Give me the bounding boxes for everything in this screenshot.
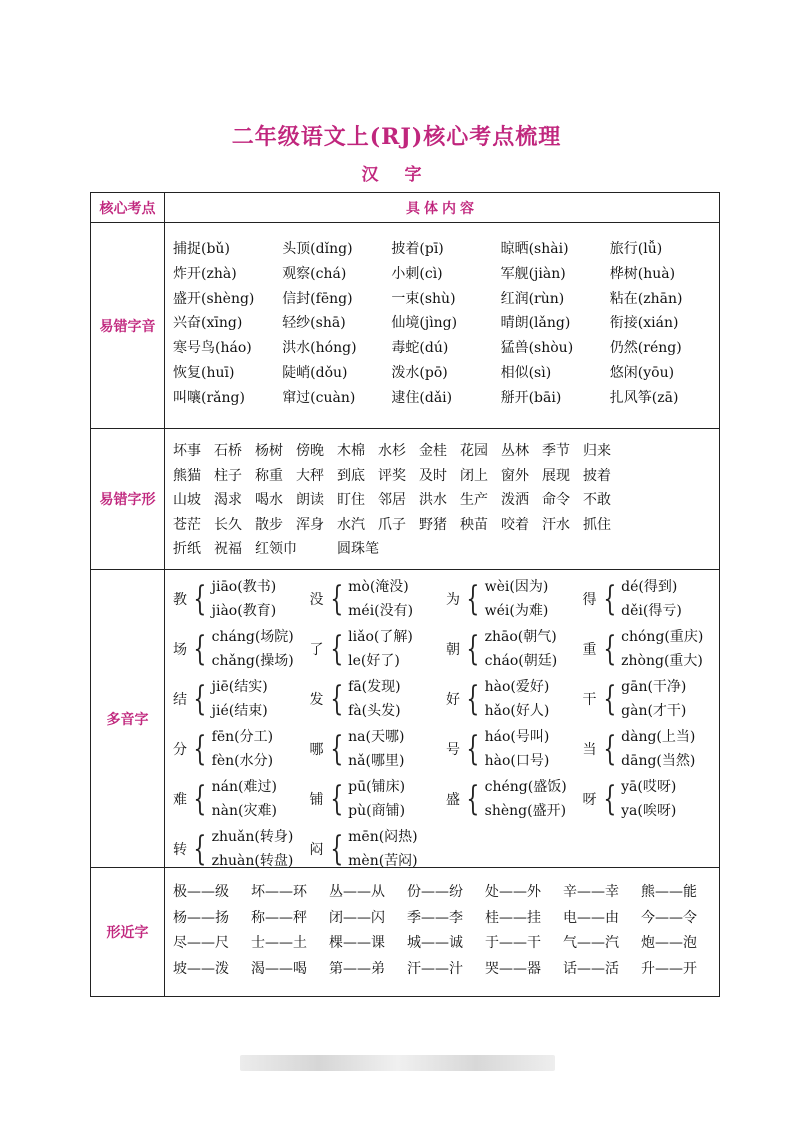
polyphone-char: 结 (173, 691, 187, 708)
polyphone-readings (621, 775, 676, 823)
glyph-word: 散步 (255, 516, 283, 533)
similar-pair: 汗——汁 (407, 960, 463, 977)
reading-1: háo(号叫) (484, 728, 550, 745)
polyphone-entry (446, 674, 583, 723)
polyphone-entry (583, 624, 720, 673)
reading-1: fēn(分工) (211, 728, 274, 745)
similar-pair: 极——级 (173, 884, 229, 900)
header-content: 具体内容 (406, 200, 478, 217)
brace-icon: { (329, 628, 343, 669)
glyph-word: 朗读 (296, 492, 324, 508)
glyph-word: 盯住 (337, 492, 365, 508)
reading-1: chéng(盛饭) (484, 778, 567, 795)
glyph-word: 窗外 (501, 467, 529, 484)
pronunciation-item: 悠闲(yōu) (609, 364, 675, 381)
polyphone-entry (446, 624, 583, 673)
brace-icon: { (602, 728, 616, 769)
glyph-word: 归来 (583, 443, 611, 459)
reading-2: zhuàn(转盘) (211, 852, 294, 869)
glyph-grid (165, 429, 719, 562)
glyph-word: 圆珠笔 (337, 541, 379, 557)
reading-1: gān(干净) (621, 678, 687, 695)
pronunciation-item: 粘在(zhān) (609, 290, 683, 307)
polyphone-readings (348, 775, 405, 823)
similar-pair: 话——活 (563, 960, 619, 977)
polyphone-char: 难 (173, 791, 187, 808)
glyph-word: 评奖 (378, 467, 406, 484)
brace-icon: { (602, 628, 616, 669)
glyph-word: 渴求 (214, 492, 242, 508)
reading-2: le(好了) (348, 652, 400, 669)
pronunciation-item: 轻纱(shā) (282, 315, 346, 332)
similar-pair: 哭——器 (485, 960, 541, 977)
reading-2: fà(头发) (348, 702, 401, 719)
brace-icon: { (193, 578, 207, 619)
polyphone-char: 当 (582, 741, 597, 758)
reading-2: pù(商铺) (348, 802, 406, 819)
brace-icon: { (329, 828, 343, 869)
polyphone-readings (621, 625, 703, 673)
page-subtitle: 汉 字 (361, 165, 432, 185)
section-label-pronunciation: 易错字音 (91, 223, 165, 428)
polyphone-entry (173, 824, 310, 873)
section-polyphone (91, 570, 719, 868)
reading-2: fèn(水分) (211, 752, 274, 769)
polyphone-entry (173, 674, 310, 723)
pronunciation-item: 叫嚷(rǎng) (173, 389, 245, 406)
similar-pair: 称——秤 (251, 909, 307, 926)
polyphone-char: 场 (173, 641, 187, 658)
polyphone-readings (212, 775, 277, 823)
reading-1: mēn(闷热) (348, 828, 418, 845)
glyph-word: 苍茫 (173, 516, 201, 533)
polyphone-readings (212, 575, 277, 623)
polyphone-char: 重 (582, 641, 597, 658)
glyph-word: 坏事 (173, 443, 201, 459)
reading-1: hào(爱好) (484, 678, 550, 695)
reading-1: fā(发现) (348, 678, 401, 695)
glyph-word: 展现 (542, 467, 570, 484)
glyph-word: 花园 (460, 443, 488, 459)
reading-1: dé(得到) (621, 578, 678, 595)
polyphone-grid (165, 570, 719, 873)
reading-1: mò(淹没) (348, 578, 409, 595)
polyphone-entry (310, 624, 447, 673)
polyphone-entry (310, 774, 447, 823)
polyphone-char: 号 (446, 741, 460, 758)
similar-pair: 处——外 (485, 884, 541, 900)
brace-icon: { (602, 678, 616, 719)
pronunciation-item: 捕捉(bǔ) (173, 241, 230, 257)
pronunciation-item: 红润(rùn) (500, 290, 565, 307)
brace-icon: { (466, 678, 480, 719)
reading-1: nán(难过) (211, 778, 277, 795)
reading-1: dàng(上当) (621, 728, 696, 745)
glyph-word: 杨树 (255, 443, 283, 459)
polyphone-entry (310, 574, 447, 623)
polyphone-char: 闷 (309, 841, 324, 858)
polyphone-char: 转 (173, 841, 187, 858)
glyph-word: 称重 (255, 467, 283, 484)
footer-watermark (240, 1055, 555, 1071)
section-pronunciation (91, 223, 719, 429)
glyph-word: 熊猫 (173, 467, 201, 484)
polyphone-char: 发 (309, 691, 324, 708)
pronunciation-item: 掰开(bāi) (500, 389, 562, 406)
pronunciation-grid (165, 223, 719, 411)
similar-pair: 城——诚 (407, 935, 463, 951)
pronunciation-item: 相似(sì) (500, 364, 552, 381)
polyphone-readings (621, 675, 686, 723)
brace-icon: { (466, 578, 480, 619)
table-header-row (91, 193, 719, 223)
brace-icon: { (602, 578, 616, 619)
glyph-word: 柱子 (214, 467, 242, 484)
glyph-word: 傍晚 (296, 443, 324, 459)
glyph-word: 喝水 (255, 492, 283, 508)
polyphone-entry (446, 774, 583, 823)
page-title: 二年级语文上(RJ)核心考点梳理 (231, 124, 562, 150)
polyphone-char: 了 (309, 641, 324, 658)
polyphone-readings (212, 825, 294, 873)
reading-1: liǎo(了解) (348, 628, 413, 645)
similar-pair: 今——令 (641, 909, 697, 926)
pronunciation-item: 扎风筝(zā) (609, 389, 679, 406)
reading-2: nàn(灾难) (211, 802, 277, 819)
polyphone-readings (485, 575, 549, 623)
polyphone-readings (212, 625, 294, 673)
glyph-word: 野猪 (419, 516, 447, 533)
pronunciation-item: 恢复(huī) (173, 364, 235, 381)
reading-2: cháo(朝廷) (484, 652, 558, 669)
reading-2: wéi(为难) (484, 602, 549, 619)
pronunciation-item: 毒蛇(dú) (391, 340, 449, 357)
polyphone-readings (348, 675, 400, 723)
brace-icon: { (466, 628, 480, 669)
pronunciation-item: 窜过(cuàn) (282, 389, 356, 406)
polyphone-char: 干 (582, 691, 597, 708)
pronunciation-item: 桦树(huà) (609, 265, 676, 282)
pronunciation-item: 兴奋(xīng) (173, 315, 243, 332)
reading-1: na(天哪) (348, 728, 405, 745)
similar-pair: 桂——挂 (485, 909, 541, 926)
reading-2: ya(唉呀) (621, 802, 677, 819)
polyphone-char: 哪 (309, 741, 324, 758)
pronunciation-item: 晴朗(lǎng) (500, 315, 571, 332)
reading-1: yā(哎呀) (621, 778, 677, 795)
pronunciation-item: 小刺(cì) (391, 265, 443, 282)
polyphone-readings (485, 725, 550, 773)
reading-2: nǎ(哪里) (348, 752, 405, 769)
polyphone-entry (310, 674, 447, 723)
section-label-polyphone: 多音字 (91, 570, 165, 867)
reading-2: chǎng(操场) (211, 652, 294, 669)
polyphone-readings (348, 725, 404, 773)
reading-2: hǎo(好人) (484, 702, 550, 719)
reading-1: cháng(场院) (211, 628, 294, 645)
glyph-word: 洪水 (419, 492, 447, 508)
similar-pair: 坡——泼 (173, 960, 229, 977)
similar-pair: 第——弟 (329, 960, 385, 977)
section-label-glyph: 易错字形 (91, 429, 165, 569)
polyphone-char: 分 (173, 741, 187, 758)
reading-1: pū(铺床) (348, 778, 406, 795)
polyphone-char: 好 (446, 691, 460, 708)
glyph-word: 红领巾 (255, 541, 297, 557)
polyphone-readings (621, 725, 695, 773)
reading-2: jié(结束) (211, 702, 268, 719)
glyph-word: 祝福 (214, 541, 242, 557)
similar-pair: 士——土 (251, 935, 307, 951)
pronunciation-item: 信封(fēng) (282, 290, 353, 307)
pronunciation-item: 炸开(zhà) (173, 265, 237, 282)
pronunciation-item: 陡峭(dǒu) (282, 364, 348, 381)
similar-pair: 坏——环 (251, 884, 307, 900)
polyphone-entry (310, 824, 447, 873)
reading-2: zhòng(重大) (621, 652, 703, 669)
similar-pair: 辛——幸 (563, 884, 619, 900)
reading-2: děi(得亏) (621, 602, 682, 619)
glyph-word: 石桥 (214, 443, 242, 459)
core-points-table (90, 192, 720, 997)
section-similar (91, 868, 719, 996)
polyphone-entry (583, 774, 720, 823)
brace-icon: { (193, 828, 207, 869)
pronunciation-item: 猛兽(shòu) (500, 340, 574, 357)
section-glyph (91, 429, 719, 570)
glyph-word: 山坡 (173, 492, 201, 508)
section-label-similar: 形近字 (91, 868, 165, 996)
reading-1: jiē(结实) (211, 678, 268, 695)
glyph-word: 到底 (337, 467, 365, 484)
brace-icon: { (193, 628, 207, 669)
pronunciation-item: 仍然(réng) (609, 340, 682, 357)
similar-pair: 尽——尺 (173, 935, 229, 951)
pronunciation-item: 头顶(dǐng) (282, 241, 353, 257)
polyphone-readings (485, 675, 550, 723)
polyphone-entry (173, 574, 310, 623)
polyphone-entry (173, 724, 310, 773)
pronunciation-item: 盛开(shèng) (173, 290, 255, 307)
reading-1: wèi(因为) (484, 578, 549, 595)
pronunciation-item: 洪水(hóng) (282, 340, 357, 357)
brace-icon: { (193, 678, 207, 719)
polyphone-entry (310, 724, 447, 773)
reading-2: méi(没有) (348, 602, 414, 619)
glyph-word: 爪子 (378, 516, 406, 533)
reading-1: zhāo(朝气) (484, 628, 557, 645)
pronunciation-item: 逮住(dǎi) (391, 389, 453, 406)
glyph-word: 折纸 (173, 541, 201, 557)
glyph-word: 泼洒 (501, 492, 529, 508)
polyphone-readings (348, 625, 413, 673)
similar-pair: 份——纷 (407, 884, 463, 900)
polyphone-char: 没 (309, 591, 324, 608)
polyphone-entry (583, 674, 720, 723)
similar-pair: 熊——能 (641, 884, 697, 900)
similar-pair: 季——李 (407, 909, 463, 926)
glyph-word: 及时 (419, 467, 447, 484)
glyph-word: 抓住 (583, 516, 611, 533)
pronunciation-item: 军舰(jiàn) (500, 265, 566, 282)
polyphone-entry (583, 574, 720, 623)
similar-pair: 闭——闪 (329, 909, 385, 926)
reading-2: jiào(教育) (211, 602, 277, 619)
pronunciation-item: 寒号鸟(háo) (173, 340, 252, 357)
polyphone-char: 朝 (446, 641, 460, 658)
polyphone-readings (212, 675, 268, 723)
glyph-word: 季节 (542, 443, 570, 459)
similar-pair: 于——干 (485, 935, 541, 951)
pronunciation-item: 观察(chá) (282, 265, 347, 282)
reading-2: gàn(才干) (621, 702, 687, 719)
glyph-word: 浑身 (296, 516, 324, 533)
brace-icon: { (466, 728, 480, 769)
brace-icon: { (193, 728, 207, 769)
brace-icon: { (329, 678, 343, 719)
similar-pair: 炮——泡 (641, 935, 697, 951)
reading-1: jiāo(教书) (211, 578, 277, 595)
similar-pair: 棵——课 (329, 935, 385, 951)
polyphone-char: 得 (582, 591, 597, 608)
reading-2: shèng(盛开) (484, 802, 567, 819)
glyph-word: 大秤 (296, 467, 324, 484)
similar-pair: 杨——扬 (173, 909, 229, 926)
reading-2: mèn(苦闷) (348, 852, 418, 869)
glyph-word: 命令 (542, 492, 570, 508)
polyphone-char: 教 (173, 591, 187, 608)
polyphone-readings (621, 575, 682, 623)
glyph-word: 汗水 (542, 516, 570, 533)
similar-pair: 电——由 (563, 909, 619, 926)
polyphone-entry (173, 624, 310, 673)
polyphone-entry (583, 724, 720, 773)
polyphone-char: 铺 (309, 791, 324, 808)
glyph-word: 水汽 (337, 516, 365, 533)
glyph-word: 闭上 (460, 467, 488, 484)
polyphone-readings (348, 575, 413, 623)
polyphone-readings (485, 625, 558, 673)
pronunciation-item: 旅行(lǚ) (609, 241, 663, 257)
reading-1: chóng(重庆) (621, 628, 704, 645)
pronunciation-item: 衔接(xián) (609, 315, 679, 332)
glyph-word: 不敢 (583, 492, 611, 508)
reading-1: zhuǎn(转身) (211, 828, 294, 845)
pronunciation-item: 一束(shù) (391, 290, 456, 307)
glyph-word: 长久 (214, 516, 242, 533)
pronunciation-item: 披着(pī) (391, 241, 444, 257)
header-core-point: 核心考点 (91, 193, 165, 222)
polyphone-entry (446, 724, 583, 773)
brace-icon: { (329, 778, 343, 819)
glyph-word: 秧苗 (460, 516, 488, 533)
polyphone-entry (446, 574, 583, 623)
glyph-word: 丛林 (501, 443, 529, 459)
polyphone-readings (212, 725, 273, 773)
reading-2: hào(口号) (484, 752, 550, 769)
glyph-word: 生产 (460, 492, 488, 508)
glyph-word: 披着 (583, 467, 611, 484)
brace-icon: { (602, 778, 616, 819)
reading-2: dāng(当然) (621, 752, 696, 769)
similar-pair: 气——汽 (563, 935, 619, 951)
glyph-word: 咬着 (501, 516, 529, 533)
glyph-word: 木棉 (337, 443, 365, 459)
brace-icon: { (329, 728, 343, 769)
polyphone-char: 为 (446, 591, 460, 608)
pronunciation-item: 仙境(jìng) (391, 315, 458, 332)
similar-grid (165, 868, 719, 982)
similar-pair: 丛——从 (329, 884, 385, 900)
similar-pair: 渴——喝 (251, 960, 307, 977)
polyphone-char: 盛 (446, 791, 460, 808)
glyph-word: 水杉 (378, 443, 406, 459)
similar-pair: 升——开 (641, 960, 697, 977)
pronunciation-item: 晾晒(shài) (500, 241, 569, 257)
glyph-word: 金桂 (419, 443, 447, 459)
polyphone-readings (348, 825, 418, 873)
glyph-word: 邻居 (378, 492, 406, 508)
polyphone-entry (173, 774, 310, 823)
polyphone-char: 呀 (582, 791, 597, 808)
brace-icon: { (329, 578, 343, 619)
polyphone-readings (485, 775, 567, 823)
pronunciation-item: 泼水(pō) (391, 364, 448, 381)
brace-icon: { (466, 778, 480, 819)
brace-icon: { (193, 778, 207, 819)
